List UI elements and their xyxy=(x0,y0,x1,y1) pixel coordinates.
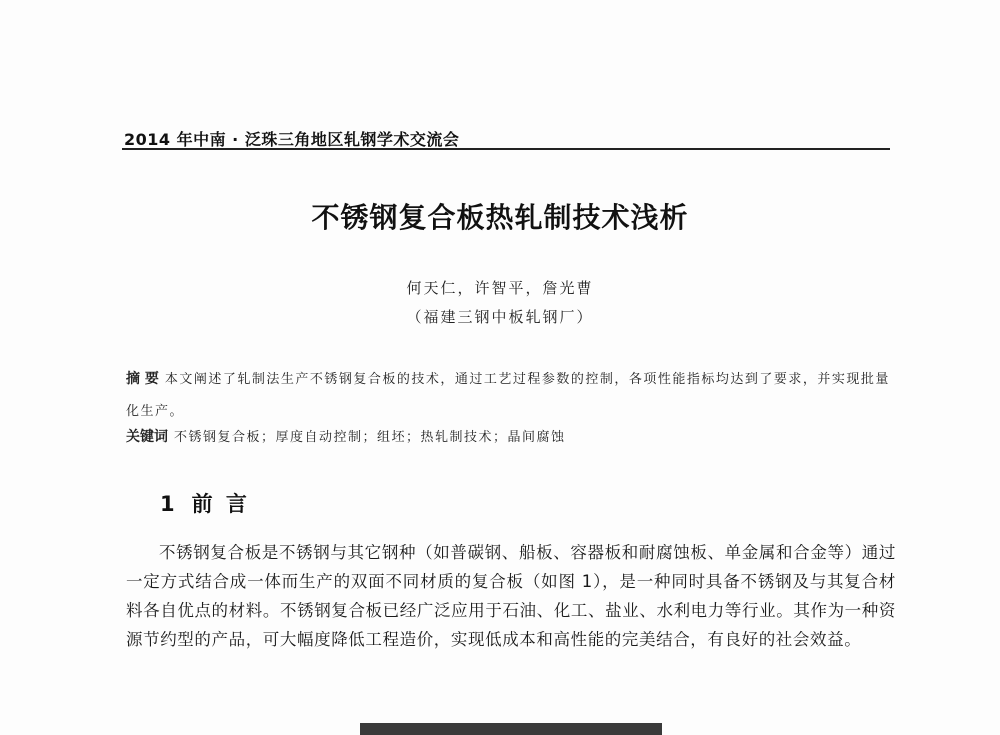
header-rule xyxy=(122,148,890,150)
keywords xyxy=(126,427,890,448)
authors: 何天仁，许智平，詹光曹 xyxy=(406,279,594,297)
running-header: 2014 年中南 · 泛珠三角地区轧钢学术交流会 xyxy=(124,130,460,149)
section-number: 1 xyxy=(160,492,178,516)
affiliation: （福建三钢中板轧钢厂） xyxy=(406,308,594,326)
figure-image xyxy=(360,723,662,735)
keywords-text: 不锈钢复合板；厚度自动控制；组坯；热轧制技术；晶间腐蚀 xyxy=(174,430,566,445)
section-title: 前 言 xyxy=(191,492,250,516)
abstract-label: 摘 要 xyxy=(126,371,159,387)
abstract-text: 本文阐述了轧制法生产不锈钢复合板的技术，通过工艺过程参数的控制，各项性能指标均达到了要求，并实现批量化生产。 xyxy=(126,372,890,419)
abstract xyxy=(126,363,890,428)
keywords-label: 关键词 xyxy=(126,429,168,445)
paper-title: 不锈钢复合板热轧制技术浅析 xyxy=(311,201,689,234)
section-heading xyxy=(160,488,250,518)
body-paragraph: 不锈钢复合板是不锈钢与其它钢种（如普碳钢、船板、容器板和耐腐蚀板、单金属和合金等）通过一定方式结合成一体而生产的双面不同材质的复合板（如图 1），是一种同时具备不锈钢及与其复合材料各自优点的材料。不锈钢复合板已经广泛应用于石油、化工、盐业、水利电力等行业。其作为一种资源节约型的产品，可大幅度降低工程造价，实现低成本和高性能的完美结合，有良好的社会效益。 xyxy=(126,543,896,649)
